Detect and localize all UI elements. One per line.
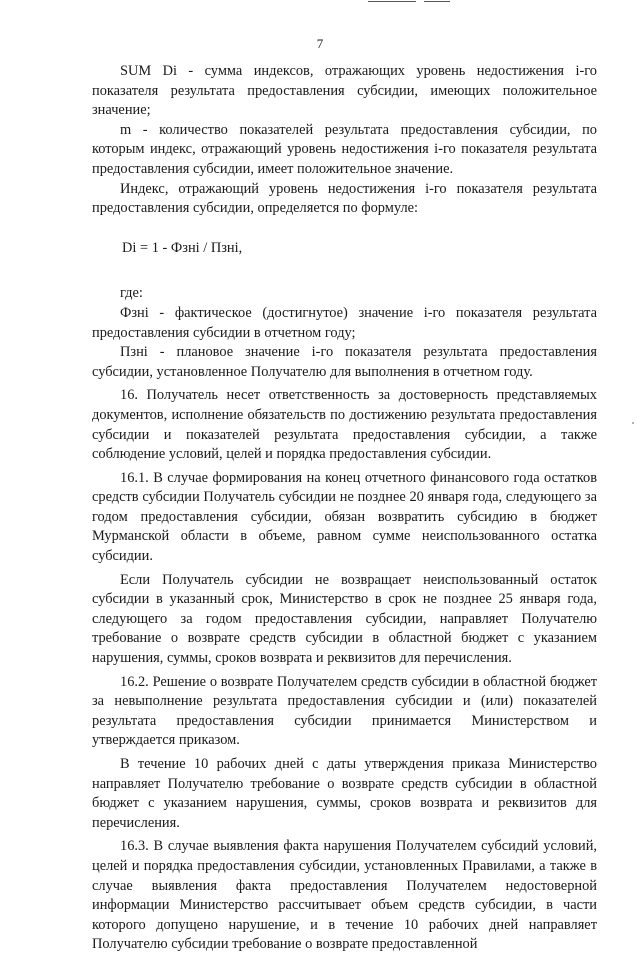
top-edge-mark — [424, 1, 450, 2]
paragraph-m-definition: m - количество показателей результата предоставления субсидии, по которым индекс, отражающий уровень недостижения i-го показателя результата предоставления субсидии, имеет положительное значение. — [92, 121, 597, 177]
paragraph-16: 16. Получатель несет ответственность за достоверность представляемых документов, исполнение обязательств по достижению результата предоставления субсидии и показателей результата предоставления субсидии, а также соблюдение условий, целей и порядка предоставления субсидии. — [92, 387, 597, 463]
scan-speck — [632, 422, 634, 424]
paragraph-within-10-days: В течение 10 рабочих дней с даты утверждения приказа Министерство направляет Получателю требование о возврате средств субсидии в областной бюджет с указанием нарушения, суммы, сроков возврата и реквизитов для перечисления. — [92, 756, 597, 831]
paragraph-pzn-definition: Пзнi - плановое значение i-го показателя результата предоставления субсидии, установленное Получателю для выполнения в отчетном году. — [92, 344, 597, 380]
paragraph-no-return: Если Получатель субсидии не возвращает неиспользованный остаток субсидии в указанный срок, Министерство в срок не позднее 25 января года, следующего за годом предоставления субсидии, направляет Получателю требование о возврате средств субсидии в областной бюджет с указанием нарушения, суммы, сроков возврата и реквизитов для перечисления. — [92, 571, 597, 667]
paragraph-fzn-definition: Фзнi - фактическое (достигнутое) значение i-го показателя результата предоставления субсидии в отчетном году; — [92, 304, 597, 341]
paragraph-16-3: 16.3. В случае выявления факта нарушения Получателем субсидий условий, целей и порядка предоставления субсидии, установленных Правилами, а также в случае выявления факта предоставления Получателем недостоверной информации Министерство рассчитывает объем средств субсидии, в части которого допущено нарушение, и в течение 10 рабочих дней направляет Получателю субсидии требование о возврате предоставленной — [92, 838, 597, 953]
paragraph-sum-di: SUM Di - сумма индексов, отражающих уровень недостижения i-го показателя результата предоставления субсидии, имеющих положительное значение; — [92, 63, 597, 119]
formula: Di = 1 - Фзнi / Пзнi, — [122, 239, 243, 256]
top-edge-mark — [368, 1, 416, 2]
page-number: 7 — [316, 36, 324, 51]
document-body — [92, 62, 597, 955]
paragraph-index-intro: Индекс, отражающий уровень недостижения i-го показателя результата предоставления субсидии, определяется по формуле: — [92, 180, 597, 217]
paragraph-16-1: 16.1. В случае формирования на конец отчетного финансового года остатков средств субсидии Получатель субсидии не позднее 20 января года, следующего за годом предоставления субсидии, обязан возвратить субсидию в бюджет Мурманской области в объеме, равном сумме неиспользованного остатка субсидии. — [92, 469, 597, 565]
paragraph-where: где: — [120, 285, 143, 302]
paragraph-16-2: 16.2. Решение о возврате Получателем средств субсидии в областной бюджет за невыполнение результата предоставления субсидии и (или) показателей результата предоставления субсидии принимается Министерством и утверждается приказом. — [92, 673, 597, 749]
